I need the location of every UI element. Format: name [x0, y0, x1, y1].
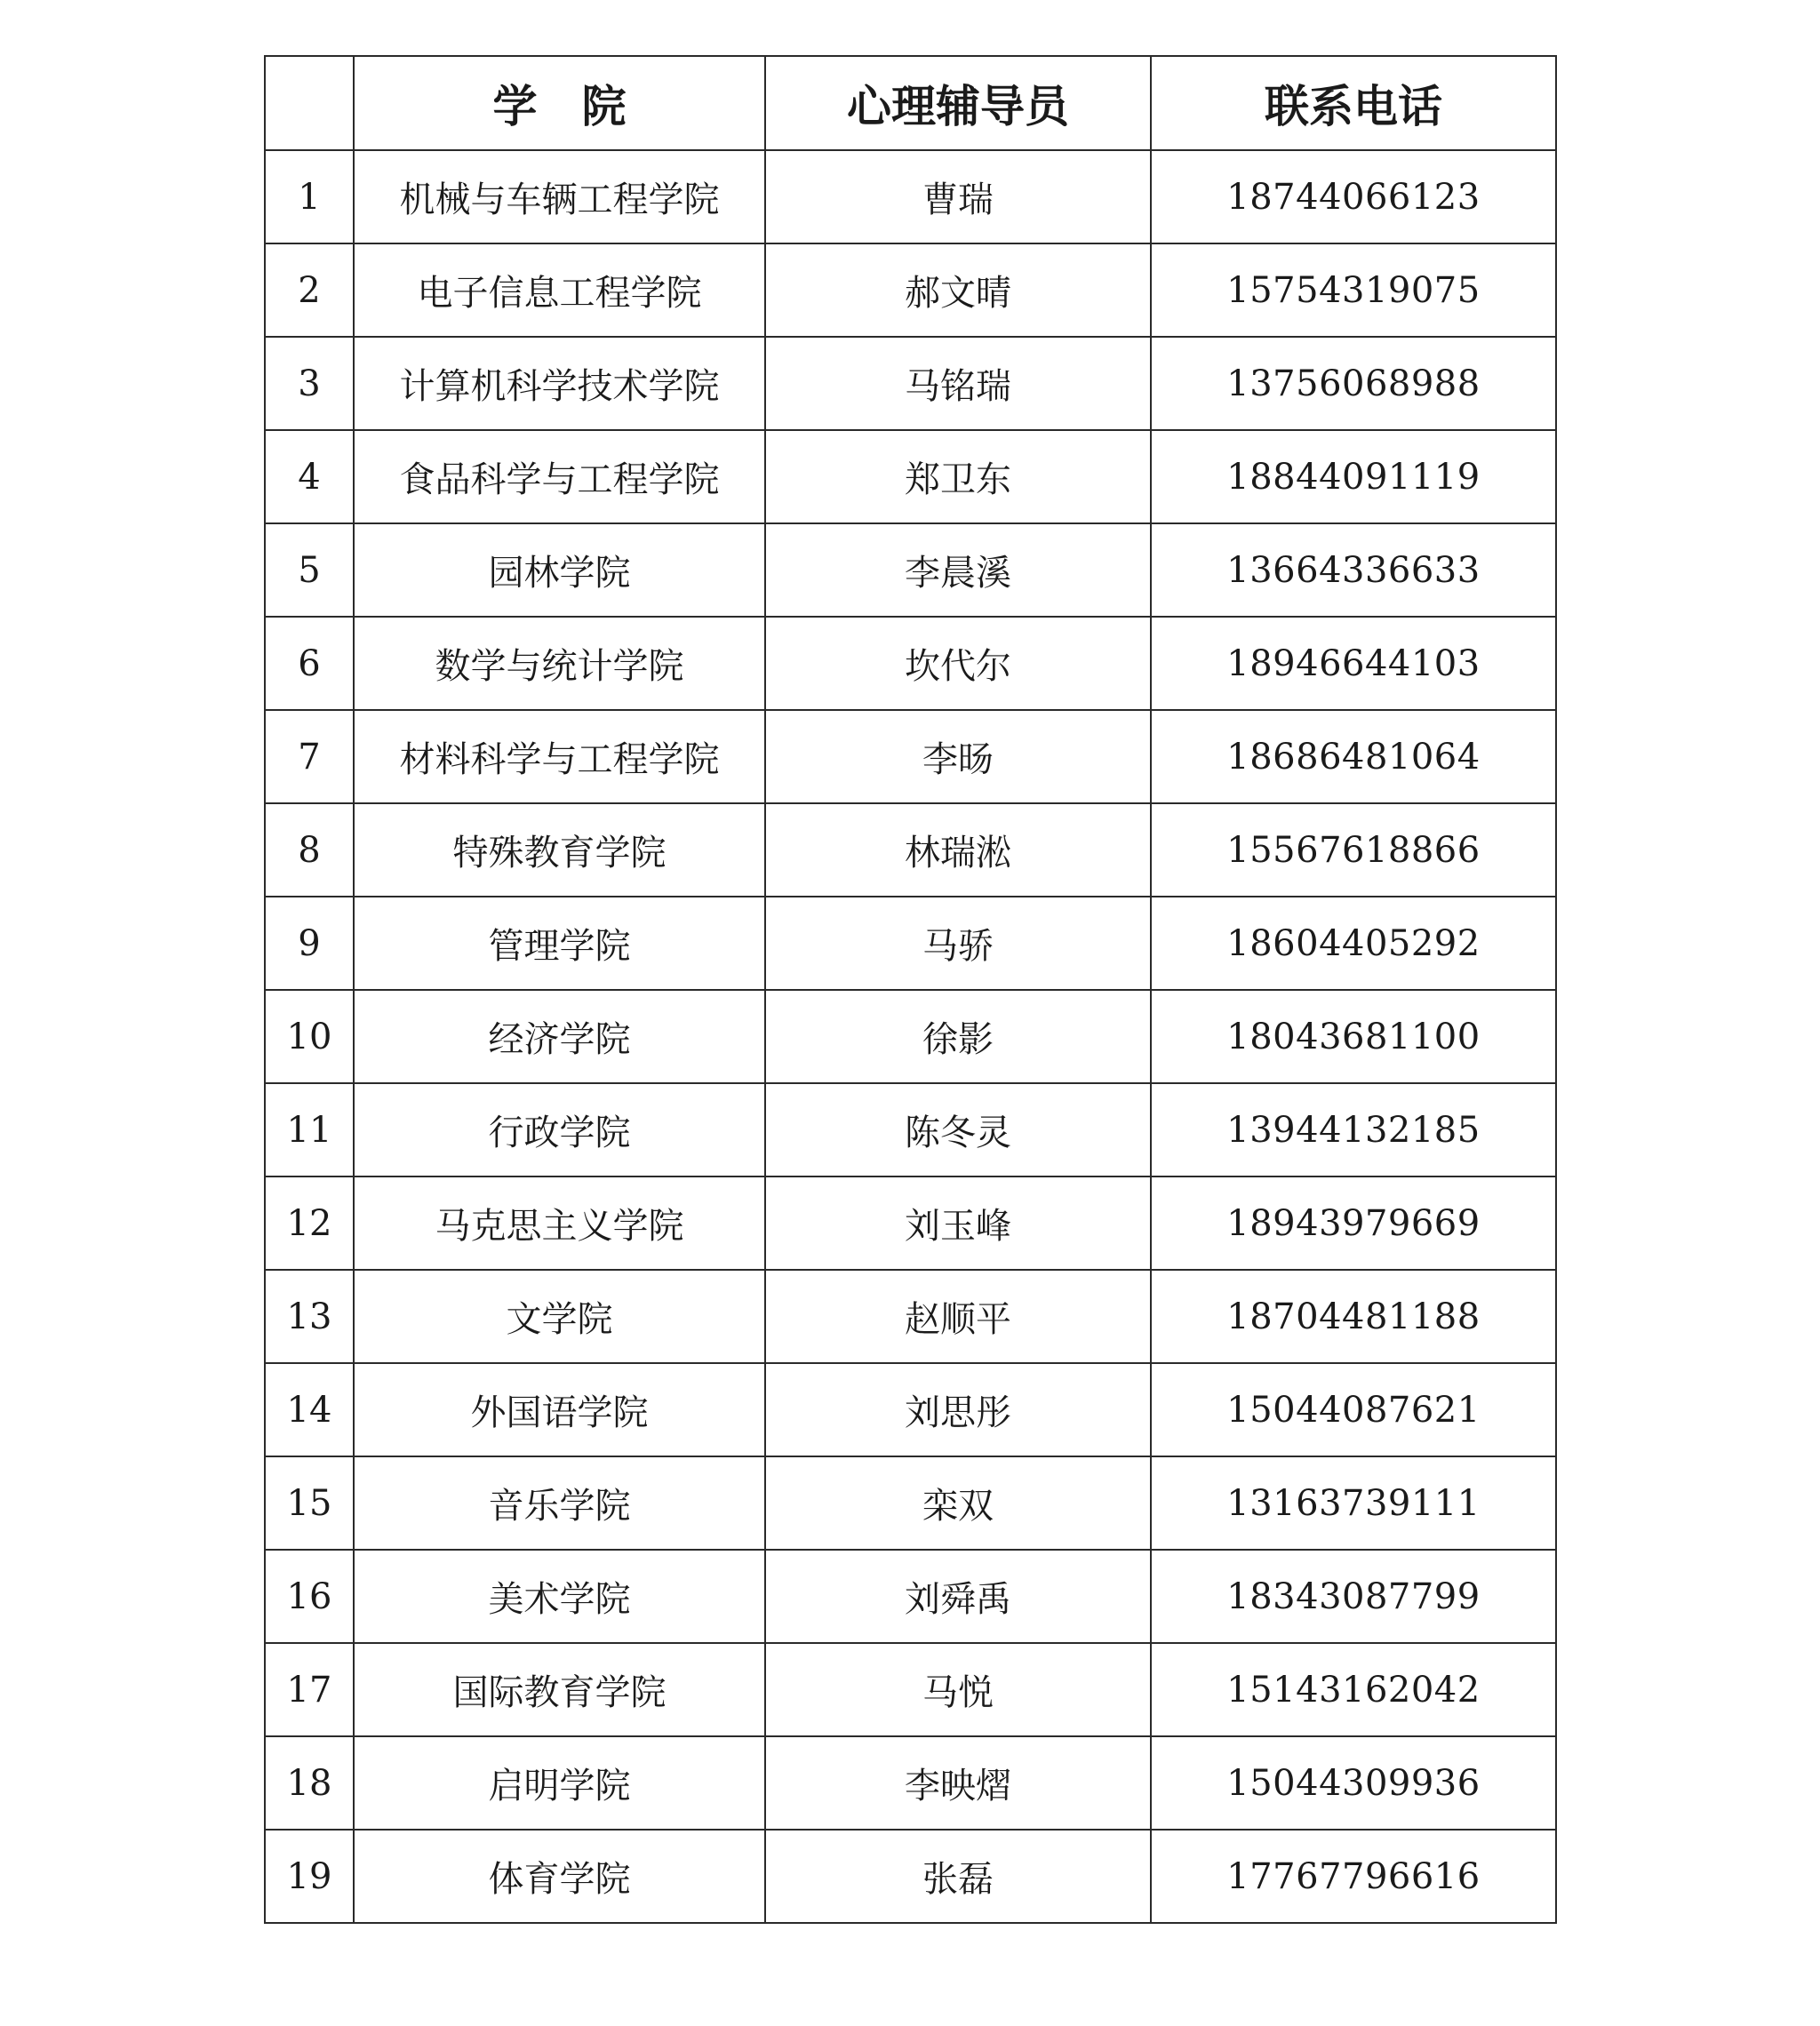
counselor-name-cell: 李映熠 [765, 1736, 1151, 1830]
phone-number-cell: 18946644103 [1151, 617, 1556, 710]
phone-number-cell: 18844091119 [1151, 430, 1556, 523]
table-row [265, 1270, 1556, 1363]
row-number-cell: 10 [265, 990, 354, 1083]
table-row [265, 430, 1556, 523]
table-body [265, 150, 1556, 1923]
college-name-cell: 经济学院 [354, 990, 765, 1083]
row-number-cell: 16 [265, 1550, 354, 1643]
row-number-cell: 18 [265, 1736, 354, 1830]
row-number-cell: 15 [265, 1456, 354, 1550]
counselor-name-cell: 栾双 [765, 1456, 1151, 1550]
college-name-cell: 外国语学院 [354, 1363, 765, 1456]
table-row [265, 1177, 1556, 1270]
phone-number-cell: 17767796616 [1151, 1830, 1556, 1923]
counselor-name-cell: 徐影 [765, 990, 1151, 1083]
row-number-cell: 17 [265, 1643, 354, 1736]
counselor-name-cell: 刘思彤 [765, 1363, 1151, 1456]
counselor-name-cell: 李旸 [765, 710, 1151, 803]
row-number-cell: 9 [265, 897, 354, 990]
row-number-cell: 3 [265, 337, 354, 430]
row-number-cell: 1 [265, 150, 354, 243]
counselor-name-cell: 刘舜禹 [765, 1550, 1151, 1643]
table-row [265, 1643, 1556, 1736]
row-number-cell: 7 [265, 710, 354, 803]
college-name-cell: 音乐学院 [354, 1456, 765, 1550]
row-number-cell: 19 [265, 1830, 354, 1923]
college-name-cell: 计算机科学技术学院 [354, 337, 765, 430]
table-row [265, 523, 1556, 617]
college-name-cell: 电子信息工程学院 [354, 243, 765, 337]
table-header-row [265, 56, 1556, 150]
college-name-cell: 国际教育学院 [354, 1643, 765, 1736]
counselor-name-cell: 马骄 [765, 897, 1151, 990]
counselor-name-cell: 坎代尔 [765, 617, 1151, 710]
table-row [265, 1736, 1556, 1830]
college-name-cell: 机械与车辆工程学院 [354, 150, 765, 243]
college-name-cell: 数学与统计学院 [354, 617, 765, 710]
phone-number-cell: 18686481064 [1151, 710, 1556, 803]
row-number-cell: 8 [265, 803, 354, 897]
counselor-name-cell: 郝文晴 [765, 243, 1151, 337]
table-row [265, 1456, 1556, 1550]
row-number-cell: 14 [265, 1363, 354, 1456]
college-name-cell: 特殊教育学院 [354, 803, 765, 897]
counselor-table [264, 55, 1557, 1924]
table-row [265, 1550, 1556, 1643]
phone-number-cell: 15044309936 [1151, 1736, 1556, 1830]
counselor-name-cell: 曹瑞 [765, 150, 1151, 243]
college-name-cell: 行政学院 [354, 1083, 765, 1177]
row-number-cell: 12 [265, 1177, 354, 1270]
table-row [265, 803, 1556, 897]
counselor-name-cell: 李晨溪 [765, 523, 1151, 617]
table-row [265, 1830, 1556, 1923]
counselor-name-cell: 张磊 [765, 1830, 1151, 1923]
counselor-name-cell: 陈冬灵 [765, 1083, 1151, 1177]
counselor-name-cell: 马铭瑞 [765, 337, 1151, 430]
table-row [265, 710, 1556, 803]
phone-number-cell: 18043681100 [1151, 990, 1556, 1083]
phone-number-cell: 15044087621 [1151, 1363, 1556, 1456]
college-name-cell: 体育学院 [354, 1830, 765, 1923]
row-number-cell: 4 [265, 430, 354, 523]
college-name-cell: 园林学院 [354, 523, 765, 617]
phone-number-cell: 13664336633 [1151, 523, 1556, 617]
phone-number-cell: 13163739111 [1151, 1456, 1556, 1550]
phone-number-cell: 13944132185 [1151, 1083, 1556, 1177]
header-counselor: 心理辅导员 [765, 56, 1151, 150]
table-row [265, 1363, 1556, 1456]
college-name-cell: 启明学院 [354, 1736, 765, 1830]
row-number-cell: 6 [265, 617, 354, 710]
header-number [265, 56, 354, 150]
phone-number-cell: 15754319075 [1151, 243, 1556, 337]
table-row [265, 897, 1556, 990]
row-number-cell: 5 [265, 523, 354, 617]
counselor-name-cell: 林瑞淞 [765, 803, 1151, 897]
college-name-cell: 文学院 [354, 1270, 765, 1363]
counselor-name-cell: 赵顺平 [765, 1270, 1151, 1363]
college-name-cell: 美术学院 [354, 1550, 765, 1643]
phone-number-cell: 18704481188 [1151, 1270, 1556, 1363]
row-number-cell: 2 [265, 243, 354, 337]
phone-number-cell: 18943979669 [1151, 1177, 1556, 1270]
phone-number-cell: 18744066123 [1151, 150, 1556, 243]
table-row [265, 617, 1556, 710]
table-row [265, 243, 1556, 337]
phone-number-cell: 18343087799 [1151, 1550, 1556, 1643]
phone-number-cell: 15143162042 [1151, 1643, 1556, 1736]
table-row [265, 990, 1556, 1083]
college-name-cell: 马克思主义学院 [354, 1177, 765, 1270]
counselor-name-cell: 马悦 [765, 1643, 1151, 1736]
header-phone: 联系电话 [1151, 56, 1556, 150]
college-name-cell: 材料科学与工程学院 [354, 710, 765, 803]
counselor-name-cell: 刘玉峰 [765, 1177, 1151, 1270]
document-page [264, 55, 1555, 1924]
header-college: 学 院 [354, 56, 765, 150]
table-row [265, 1083, 1556, 1177]
table-row [265, 150, 1556, 243]
phone-number-cell: 13756068988 [1151, 337, 1556, 430]
phone-number-cell: 15567618866 [1151, 803, 1556, 897]
row-number-cell: 13 [265, 1270, 354, 1363]
college-name-cell: 管理学院 [354, 897, 765, 990]
phone-number-cell: 18604405292 [1151, 897, 1556, 990]
table-row [265, 337, 1556, 430]
college-name-cell: 食品科学与工程学院 [354, 430, 765, 523]
counselor-name-cell: 郑卫东 [765, 430, 1151, 523]
row-number-cell: 11 [265, 1083, 354, 1177]
